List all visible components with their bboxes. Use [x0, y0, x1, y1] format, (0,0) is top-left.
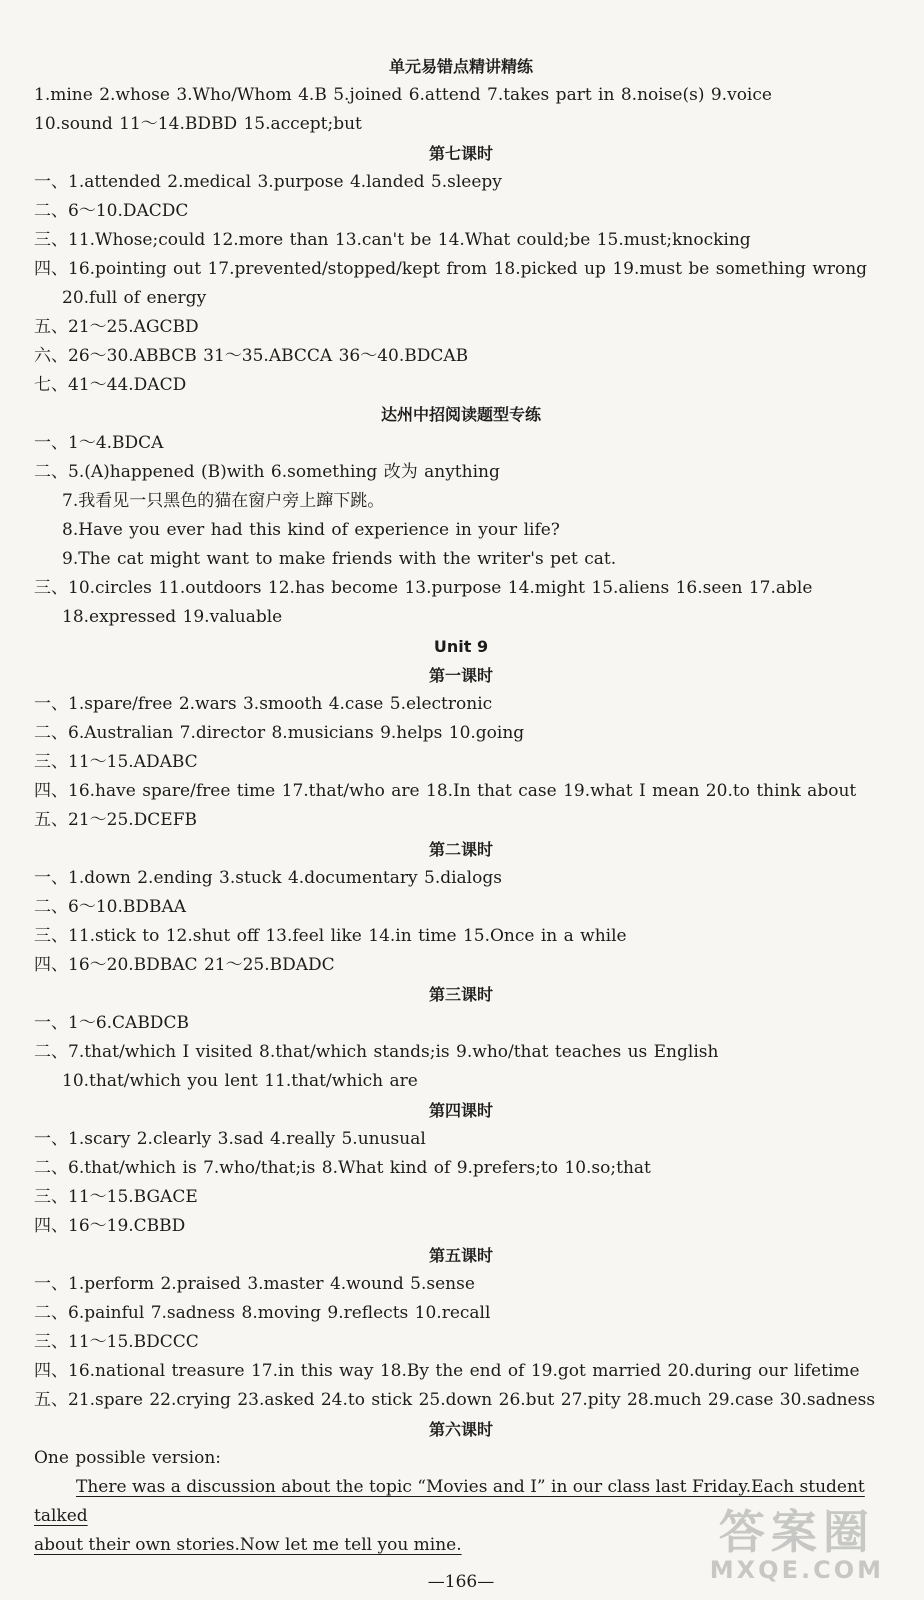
answer-line: 二、6～10.BDBAA: [34, 897, 187, 917]
section-heading: 第四课时: [428, 1101, 493, 1120]
answer-line: 1.mine 2.whose 3.Who/Whom 4.B 5.joined 6.attend 7.takes part in 8.noise(s) 9.voice: [34, 85, 772, 105]
answer-line: 18.expressed 19.valuable: [62, 607, 283, 627]
answer-line: 四、16.have spare/free time 17.that/who are 18.In that case 19.what I mean 20.to think about: [34, 781, 857, 801]
answer-line: 一、1～4.BDCA: [34, 433, 164, 453]
site-watermark: [710, 1496, 884, 1584]
answer-line: 二、6.painful 7.sadness 8.moving 9.reflects 10.recall: [34, 1303, 491, 1323]
answer-line: 三、10.circles 11.outdoors 12.has become 13.purpose 14.might 15.aliens 16.seen 17.able: [34, 578, 813, 598]
answer-line: 7.我看见一只黑色的猫在窗户旁上蹿下跳。: [62, 491, 385, 511]
answer-line: 8.Have you ever had this kind of experience in your life?: [62, 520, 560, 540]
answer-line: 三、11.Whose;could 12.more than 13.can't be 14.What could;be 15.must;knocking: [34, 230, 751, 250]
answer-content: [34, 52, 888, 1444]
answer-line: 七、41～44.DACD: [34, 375, 187, 395]
answer-line: 三、11～15.ADABC: [34, 752, 198, 772]
watermark-url: MXQE.COM: [709, 1556, 884, 1584]
answer-line: 三、11～15.BDCCC: [34, 1332, 199, 1352]
answer-line: 五、21.spare 22.crying 23.asked 24.to stick 25.down 26.but 27.pity 28.much 29.case 30.sadness: [34, 1390, 876, 1410]
page-number: —166—: [427, 1572, 495, 1592]
section-heading: 第一课时: [428, 666, 493, 685]
section-heading: 第二课时: [428, 840, 493, 859]
answer-line: 五、21～25.AGCBD: [34, 317, 199, 337]
section-heading: 第三课时: [428, 985, 493, 1004]
section-heading: 第六课时: [428, 1420, 493, 1439]
answer-line: 五、21～25.DCEFB: [34, 810, 198, 830]
section-heading: 单元易错点精讲精练: [388, 57, 533, 76]
answer-line: 一、1.scary 2.clearly 3.sad 4.really 5.unusual: [34, 1129, 426, 1149]
answer-line: 四、16～20.BDBAC 21～25.BDADC: [34, 955, 335, 975]
answer-line: 二、6.Australian 7.director 8.musicians 9.helps 10.going: [34, 723, 525, 743]
answer-line: 一、1.down 2.ending 3.stuck 4.documentary 5.dialogs: [34, 868, 502, 888]
answer-line: 一、1～6.CABDCB: [34, 1013, 189, 1033]
answer-line: 三、11～15.BGACE: [34, 1187, 198, 1207]
answer-line: 9.The cat might want to make friends with the writer's pet cat.: [62, 549, 617, 569]
answer-line: 二、5.(A)happened (B)with 6.something 改为 anything: [34, 462, 500, 482]
answer-line: 一、1.attended 2.medical 3.purpose 4.landed 5.sleepy: [34, 172, 502, 192]
section-heading: 达州中招阅读题型专练: [380, 405, 541, 424]
section-heading: 第七课时: [428, 144, 493, 163]
answer-line: 六、26～30.ABBCB 31～35.ABCCA 36～40.BDCAB: [34, 346, 469, 366]
answer-line: 四、16～19.CBBD: [34, 1216, 186, 1236]
answer-line: 10.that/which you lent 11.that/which are: [62, 1071, 418, 1091]
watermark-logo-text: 答案圈: [718, 1505, 875, 1559]
answer-line: 四、16.national treasure 17.in this way 18.By the end of 19.got married 20.during our lifetime: [34, 1361, 860, 1381]
section-heading: Unit 9: [433, 637, 489, 656]
essay-paragraph-2: about their own stories.Now let me tell you mine.: [34, 1535, 462, 1555]
answer-line: 二、6.that/which is 7.who/that;is 8.What kind of 9.prefers;to 10.so;that: [34, 1158, 651, 1178]
answer-line: 二、6～10.DACDC: [34, 201, 189, 221]
answer-line: 三、11.stick to 12.shut off 13.feel like 14.in time 15.Once in a while: [34, 926, 627, 946]
section-heading: 第五课时: [428, 1246, 493, 1265]
answer-line: 一、1.spare/free 2.wars 3.smooth 4.case 5.electronic: [34, 694, 493, 714]
answer-line: 一、1.perform 2.praised 3.master 4.wound 5.sense: [34, 1274, 475, 1294]
answer-line: 10.sound 11～14.BDBD 15.accept;but: [34, 114, 362, 134]
answer-line: 四、16.pointing out 17.prevented/stopped/kept from 18.picked up 19.must be something wrong: [34, 259, 868, 279]
essay-intro: One possible version:: [34, 1448, 221, 1468]
essay-paragraph-1: There was a discussion about the topic “Movies and I” in our class last Friday.Each student talked: [34, 1477, 865, 1526]
answer-line: 20.full of energy: [62, 288, 207, 308]
answer-line: 二、7.that/which I visited 8.that/which stands;is 9.who/that teaches us English: [34, 1042, 719, 1062]
